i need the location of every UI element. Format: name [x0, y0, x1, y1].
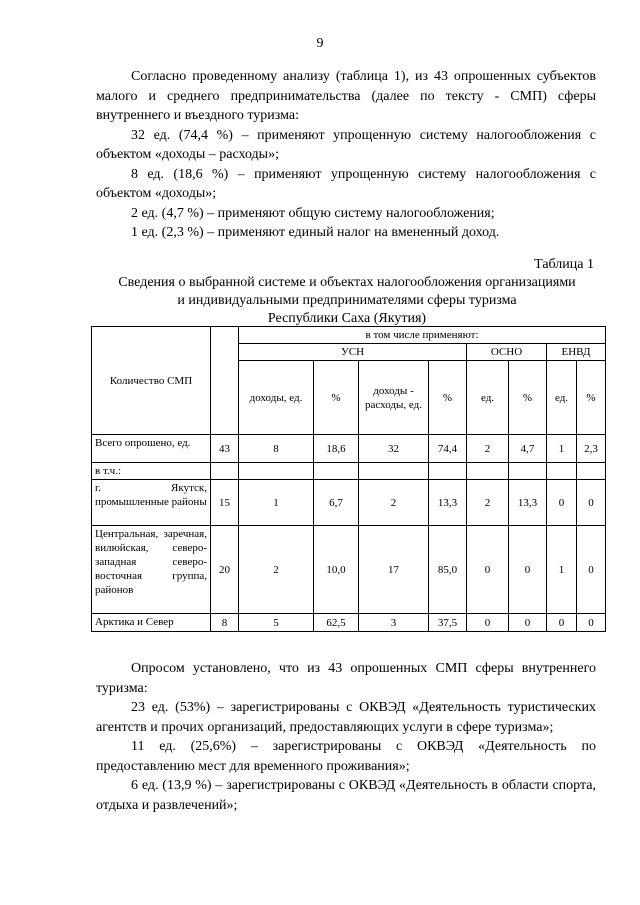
table-title-line: Республики Саха (Якутия): [267, 311, 427, 326]
paragraph: 11 ед. (25,6%) – зарегистрированы с ОКВЭД «Деятельность по предоставлению мест для временного проживания»;: [96, 739, 596, 774]
cell: 8: [239, 435, 314, 463]
cell: [547, 463, 577, 480]
cell: 17: [359, 526, 429, 614]
paragraph: 8 ед. (18,6 %) – применяют упрощенную систему налогообложения с объектом «доходы»;: [96, 166, 596, 201]
table-row: [92, 480, 606, 526]
table-title: [92, 274, 602, 328]
subheader: ед.: [467, 361, 509, 435]
page-number: 9: [316, 36, 324, 51]
cell: 0: [577, 614, 606, 632]
header-system: ОСНО: [467, 344, 547, 361]
cell: 4,7: [509, 435, 547, 463]
cell: [211, 463, 239, 480]
subheader: доходы - расходы, ед.: [359, 361, 429, 435]
cell: [359, 463, 429, 480]
cell: 6,7: [314, 480, 359, 526]
subheader: %: [577, 361, 606, 435]
cell: 0: [577, 526, 606, 614]
cell: 2,3: [577, 435, 606, 463]
table-row: [92, 435, 606, 463]
row-label: г. Якутск, промышленные районы: [92, 480, 211, 526]
subheader: ед.: [547, 361, 577, 435]
intro-text: [96, 67, 596, 243]
cell: 18,6: [314, 435, 359, 463]
cell: 0: [509, 526, 547, 614]
cell: 74,4: [429, 435, 467, 463]
table-title-line: и индивидуальными предпринимателями сферы туризма: [177, 293, 517, 308]
cell: 0: [547, 614, 577, 632]
paragraph: 2 ед. (4,7 %) – применяют общую систему налогообложения;: [131, 205, 495, 221]
cell: 37,5: [429, 614, 467, 632]
paragraph: 32 ед. (74,4 %) – применяют упрощенную систему налогообложения с объектом «доходы – расходы»;: [96, 127, 596, 162]
header-system: ЕНВД: [547, 344, 606, 361]
cell: [429, 463, 467, 480]
table-row: [92, 614, 606, 632]
cell: 10,0: [314, 526, 359, 614]
cell: 0: [509, 614, 547, 632]
cell: 85,0: [429, 526, 467, 614]
cell: 2: [467, 435, 509, 463]
tax-systems-table: [91, 326, 606, 632]
cell: 32: [359, 435, 429, 463]
subheader: %: [509, 361, 547, 435]
header-total-cell: [211, 327, 239, 435]
cell: 3: [359, 614, 429, 632]
table-caption: Таблица 1: [534, 257, 594, 272]
cell: 0: [467, 614, 509, 632]
cell: 0: [547, 480, 577, 526]
header-system: УСН: [239, 344, 467, 361]
row-label: Центральная, заречная, вилюйская, северо-западная северо-восточная группа, районов: [92, 526, 211, 614]
cell: [577, 463, 606, 480]
paragraph: 1 ед. (2,3 %) – применяют единый налог на вмененный доход.: [131, 225, 500, 240]
header-row-label: Количество СМП: [92, 327, 211, 435]
cell: 2: [467, 480, 509, 526]
row-label: в т.ч.:: [92, 463, 211, 480]
row-total: 15: [211, 480, 239, 526]
row-total: 20: [211, 526, 239, 614]
paragraph: 23 ед. (53%) – зарегистрированы с ОКВЭД «Деятельность туристических агентств и прочих организаций, предоставляющих услуги в сфере туризма»;: [96, 700, 596, 735]
cell: 2: [359, 480, 429, 526]
cell: [239, 463, 314, 480]
row-total: 43: [211, 435, 239, 463]
cell: [467, 463, 509, 480]
paragraph: 6 ед. (13,9 %) – зарегистрированы с ОКВЭД «Деятельность в области спорта, отдыха и развлечений»;: [96, 778, 596, 813]
cell: 1: [239, 480, 314, 526]
table-title-line: Сведения о выбранной системе и объектах налогообложения организациями: [118, 275, 576, 290]
cell: 1: [547, 526, 577, 614]
subheader: доходы, ед.: [239, 361, 314, 435]
cell: 1: [547, 435, 577, 463]
cell: 0: [577, 480, 606, 526]
row-label: Арктика и Север: [92, 614, 211, 632]
table-row: [92, 463, 606, 480]
subheader: %: [429, 361, 467, 435]
table-row: [92, 526, 606, 614]
cell: 5: [239, 614, 314, 632]
header-group: в том числе применяют:: [239, 327, 606, 344]
cell: 62,5: [314, 614, 359, 632]
paragraph: Согласно проведенному анализу (таблица 1), из 43 опрошенных субъектов малого и среднего предпринимательства (далее по тексту - СМП) сферы внутреннего и въездного туризма:: [96, 69, 596, 123]
paragraph: Опросом установлено, что из 43 опрошенных СМП сферы внутреннего туризма:: [96, 661, 596, 696]
subheader: %: [314, 361, 359, 435]
row-label: Всего опрошено, ед.: [92, 435, 211, 463]
cell: 13,3: [509, 480, 547, 526]
cell: 0: [467, 526, 509, 614]
cell: [314, 463, 359, 480]
cell: [509, 463, 547, 480]
outro-text: [96, 659, 596, 815]
cell: 2: [239, 526, 314, 614]
cell: 13,3: [429, 480, 467, 526]
row-total: 8: [211, 614, 239, 632]
